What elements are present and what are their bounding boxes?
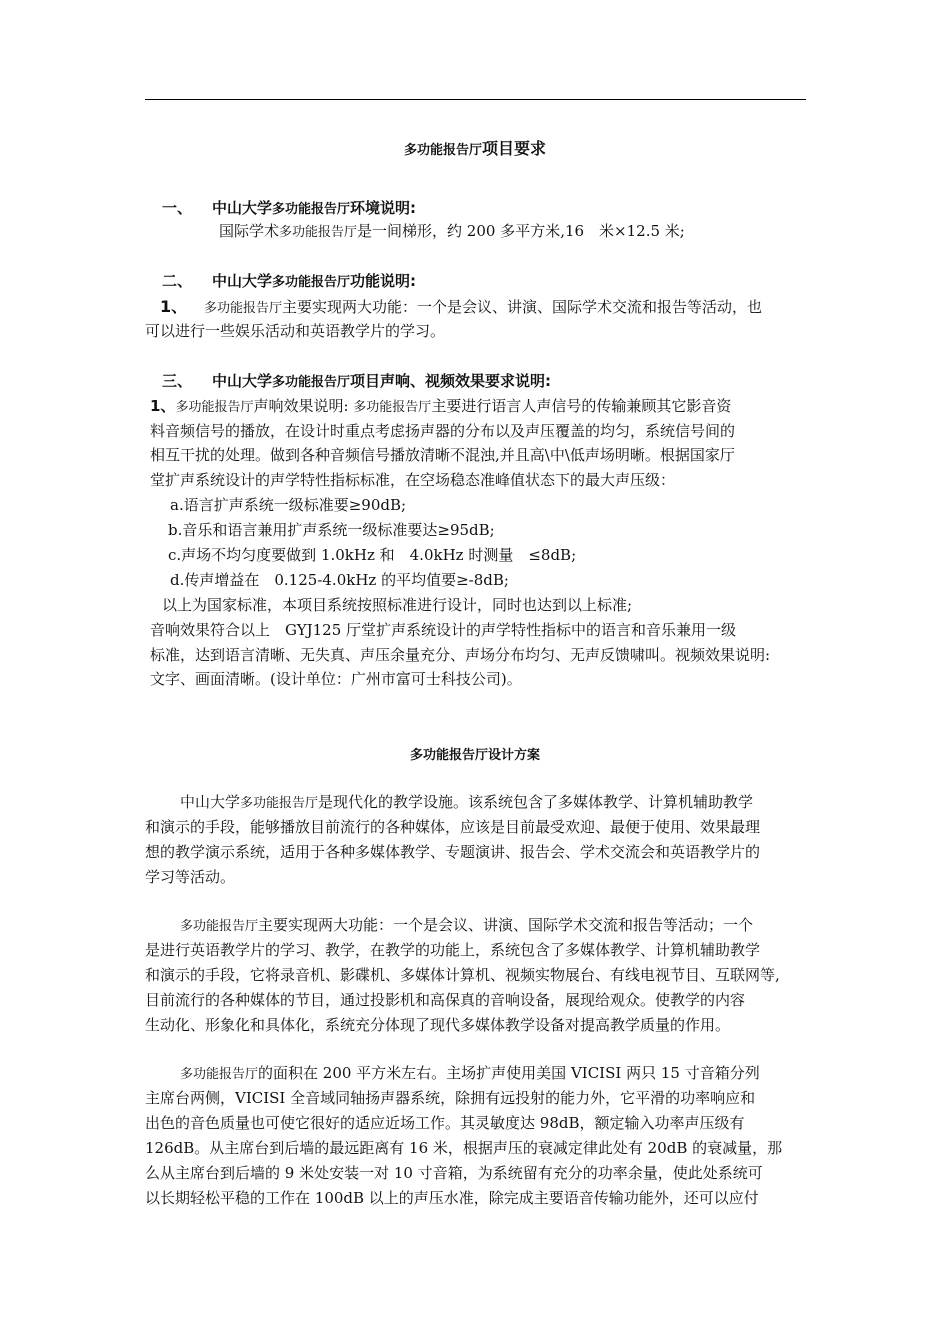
- section-3-line-2: 料音频信号的播放，在设计时重点考虑扬声器的分布以及声压覆盖的均匀，系统信号间的: [150, 422, 736, 440]
- section-2-line-2: 可以进行一些娱乐活动和英语教学片的学习。: [145, 322, 446, 340]
- section-3-heading: 三、 中山大学多功能报告厅项目声响、视频效果要求说明:: [162, 372, 552, 390]
- doc-title: 多功能报告厅项目要求: [403, 139, 547, 158]
- section-3-line-11: 标准，达到语言清晰、无失真、声压余量充分、声场分布均匀、无声反馈啸叫。视频效果说明:: [150, 646, 771, 664]
- para-3-line-1: 多功能报告厅的面积在 200 平方米左右。主场扩声使用美国 VICISI 两只 15 寸音箱分列: [180, 1064, 760, 1082]
- section-3-line-3: 相互干扰的处理。做到各种音频信号播放清晰不混浊,并且高\中\低声场明晰。根据国家厅: [150, 446, 735, 464]
- section-3-line-4: 堂扩声系统设计的声学特性指标标准，在空场稳态准峰值状态下的最大声压级：: [150, 471, 676, 489]
- para-1-line-2: 和演示的手段，能够播放目前流行的各种媒体，应该是目前最受欢迎、最便于使用、效果最理: [145, 818, 761, 836]
- para-3-line-5: 么从主席台到后墙的 9 米处安装一对 10 寸音箱，为系统留有充分的功率余量，使此处系统可: [145, 1164, 763, 1182]
- standard-a: a.语言扩声系统一级标准要≥90dB;: [170, 496, 407, 514]
- section-1-heading: 一、 中山大学多功能报告厅环境说明:: [162, 199, 417, 217]
- para-2-line-3: 和演示的手段，它将录音机、影碟机、多媒体计算机、视频实物展台、有线电视节目、互联网等,: [145, 966, 780, 984]
- para-1-line-3: 想的教学演示系统，适用于各种多媒体教学、专题演讲、报告会、学术交流会和英语教学片的: [145, 843, 761, 861]
- para-2-line-1: 多功能报告厅主要实现两大功能：一个是会议、讲演、国际学术交流和报告等活动；一个: [180, 916, 754, 934]
- standard-b: b.音乐和语言兼用扩声系统一级标准要达≥95dB;: [168, 521, 495, 539]
- standard-d: d.传声增益在 0.125-4.0kHz 的平均值要≥-8dB;: [170, 571, 509, 589]
- para-2-line-5: 生动化、形象化和具体化，系统充分体现了现代多媒体教学设备对提高教学质量的作用。: [145, 1016, 731, 1034]
- standard-c: c.声场不均匀度要做到 1.0kHz 和 4.0kHz 时测量 ≤8dB;: [168, 546, 577, 564]
- section-1-text: 国际学术多功能报告厅是一间梯形，约 200 多平方米,16 米×12.5 米;: [219, 222, 685, 240]
- para-2-line-2: 是进行英语教学片的学习、教学，在教学的功能上，系统包含了多媒体教学、计算机辅助教学: [145, 941, 761, 959]
- section-3-line-10: 音响效果符合以上 GYJ125 厅堂扩声系统设计的声学特性指标中的语言和音乐兼用一级: [150, 621, 737, 639]
- para-3-line-4: 126dB。从主席台到后墙的最远距离有 16 米，根据声压的衰减定律此处有 20dB 的衰减量，那: [145, 1139, 783, 1157]
- section-2-heading: 二、 中山大学多功能报告厅功能说明:: [162, 272, 417, 290]
- header-rule: [145, 99, 806, 100]
- section-3-line-9: 以上为国家标准，本项目系统按照标准进行设计，同时也达到以上标准;: [162, 596, 633, 614]
- para-2-line-4: 目前流行的各种媒体的节目，通过投影机和高保真的音响设备，展现给观众。使教学的内容: [145, 991, 746, 1009]
- section-3-line-12: 文字、画面清晰。(设计单位：广州市富可士科技公司)。: [150, 670, 522, 688]
- design-plan-title: 多功能报告厅设计方案: [409, 748, 540, 763]
- para-1-line-1: 中山大学多功能报告厅是现代化的教学设施。该系统包含了多媒体教学、计算机辅助教学: [180, 793, 754, 811]
- para-3-line-6: 以长期轻松平稳的工作在 100dB 以上的声压水准，除完成主要语音传输功能外，还可以应付: [145, 1189, 759, 1207]
- section-3-line-1: 1、多功能报告厅声响效果说明: 多功能报告厅主要进行语言人声信号的传输兼顾其它影音资: [150, 397, 732, 415]
- para-3-line-3: 出色的音色质量也可使它很好的适应近场工作。其灵敏度达 98dB，额定输入功率声压级有: [145, 1114, 745, 1132]
- para-3-line-2: 主席台两侧，VICISI 全音域同轴扬声器系统，除拥有远投射的能力外，它平滑的功率响应和: [145, 1089, 756, 1107]
- para-1-line-4: 学习等活动。: [145, 868, 236, 886]
- section-2-line-1: 1、 多功能报告厅主要实现两大功能：一个是会议、讲演、国际学术交流和报告等活动，也: [160, 297, 763, 316]
